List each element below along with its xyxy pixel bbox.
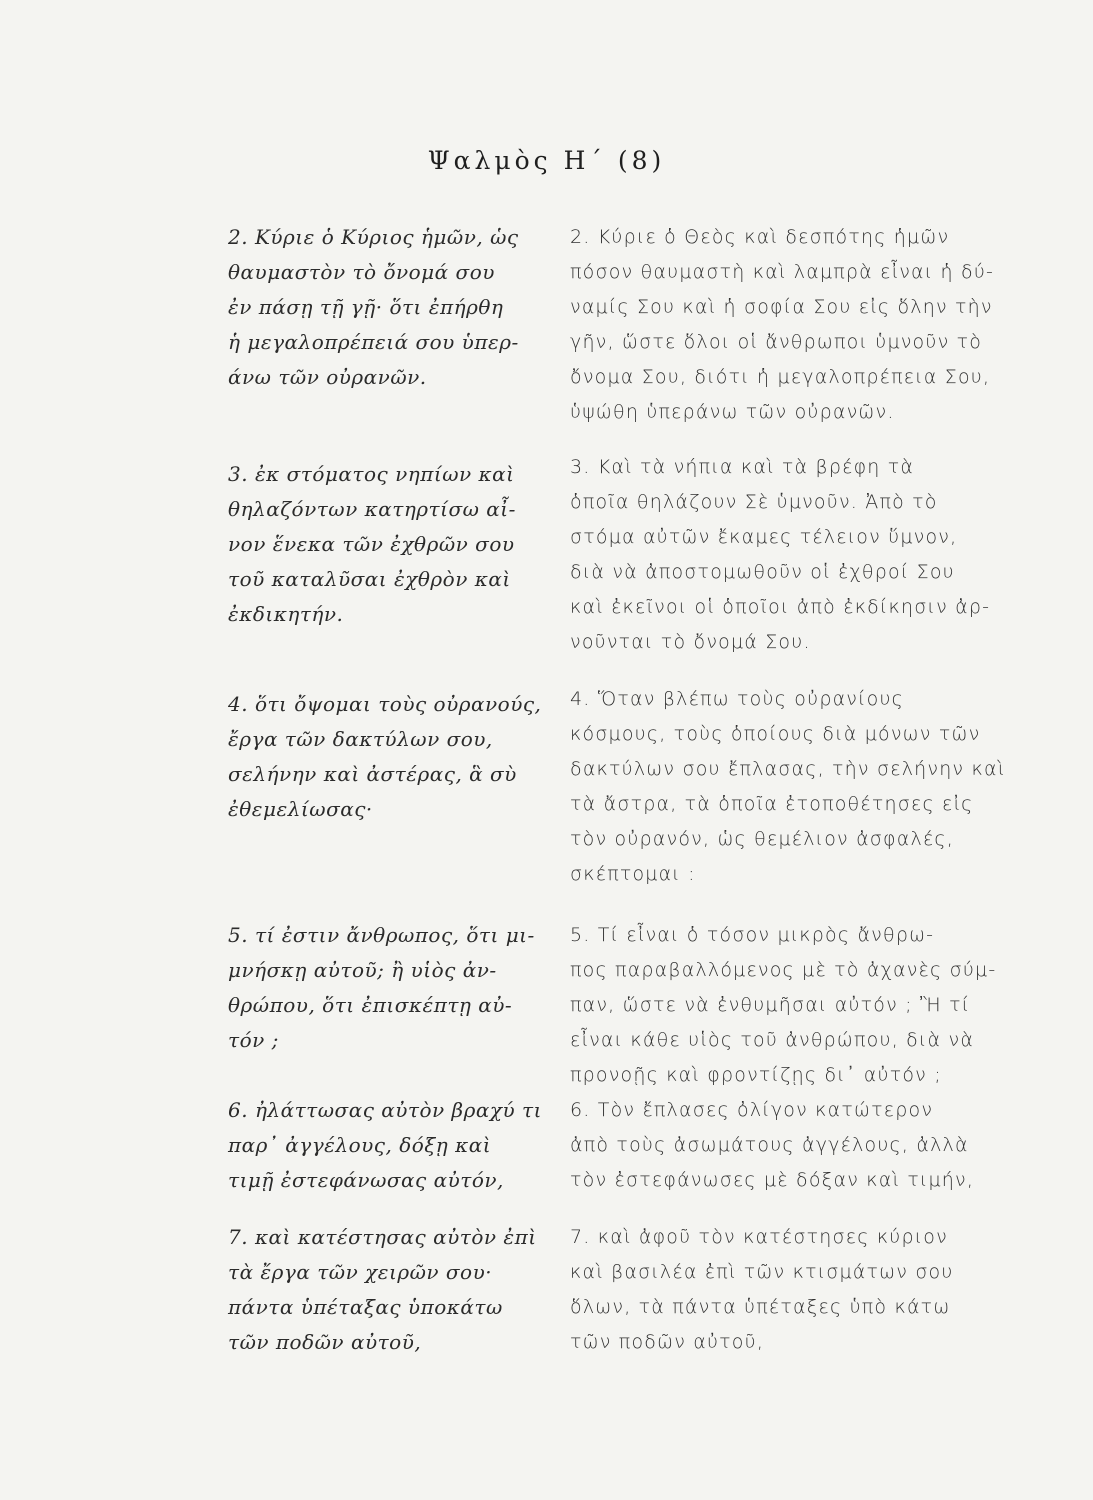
- verse-2-translation: 2. Κύριε ὁ Θεὸς καὶ δεσπότης ἡμῶν πόσον θαυμαστὴ καὶ λαμπρὰ εἶναι ἡ δύ- ναμίς Σου καὶ ἡ σοφία Σου εἰς ὅλην τὴν γῆν, ὥστε ὅλοι οἱ ἄνθρωποι ὑμνοῦν τὸ ὄνομα Σου, διότι ἡ μεγαλοπρέπεια Σου, ὑψώθη ὑπεράνω τῶν οὐρανῶν.: [570, 226, 995, 423]
- verse-4-ancient: 4. ὅτι ὄψομαι τοὺς οὐρανούς, ἔργα τῶν δακτύλων σου, σελήνην καὶ ἀστέρας, ἃ σὺ ἐθεμελίωσας·: [228, 692, 542, 821]
- verse-5-6-translation: 5. Τί εἶναι ὁ τόσον μικρὸς ἄνθρω- πος παραβαλλόμενος μὲ τὸ ἀχανὲς σύμ- παν, ὥστε νὰ ἐνθυμῆσαι αὐτόν ; Ἢ τί εἶναι κάθε υἱὸς τοῦ ἀνθρώπου, διὰ νὰ προνοῇς καὶ φροντίζῃς δι᾽ αὐτόν ; 6. Τὸν ἔπλασες ὀλίγον κατώτερον ἀπὸ τοὺς ἀσωμάτους ἀγγέλους, ἀλλὰ τὸν ἐστεφάνωσες μὲ δόξαν καὶ τιμήν,: [570, 924, 997, 1191]
- verse-2-ancient: 2. Κύριε ὁ Κύριος ἡμῶν, ὡς θαυμαστὸν τὸ ὄνομά σου ἐν πάσῃ τῇ γῇ· ὅτι ἐπήρθη ἡ μεγαλοπρέπειά σου ὑπερ- άνω τῶν οὐρανῶν.: [228, 225, 519, 389]
- verse-3-translation: 3. Καὶ τὰ νήπια καὶ τὰ βρέφη τὰ ὁποῖα θηλάζουν Σὲ ὑμνοῦν. Ἀπὸ τὸ στόμα αὐτῶν ἔκαμες τέλειον ὕμνον, διὰ νὰ ἀποστομωθοῦν οἱ ἐχθροί Σου καὶ ἐκεῖνοι οἱ ὁποῖοι ἀπὸ ἐκδίκησιν ἀρ- νοῦνται τὸ ὄνομά Σου.: [570, 456, 991, 653]
- psalm-title: Ψαλμὸς Η΄ (8): [427, 146, 666, 175]
- verse-6-ancient: 6. ἠλάττωσας αὐτὸν βραχύ τι παρ᾽ ἀγγέλους, δόξῃ καὶ τιμῇ ἐστεφάνωσας αὐτόν,: [228, 1098, 542, 1192]
- verse-7-ancient: 7. καὶ κατέστησας αὐτὸν ἐπὶ τὰ ἔργα τῶν χειρῶν σου· πάντα ὑπέταξας ὑποκάτω τῶν ποδῶν αὐτοῦ,: [228, 1225, 537, 1354]
- verse-5-ancient: 5. τί ἐστιν ἄνθρωπος, ὅτι μι- μνήσκῃ αὐτοῦ; ἢ υἱὸς ἀν- θρώπου, ὅτι ἐπισκέπτῃ αὐ- τόν ;: [228, 923, 535, 1052]
- verse-7-translation: 7. καὶ ἀφοῦ τὸν κατέστησες κύριον καὶ βασιλέα ἐπὶ τῶν κτισμάτων σου ὅλων, τὰ πάντα ὑπέταξες ὑπὸ κάτω τῶν ποδῶν αὐτοῦ,: [570, 1226, 954, 1353]
- verse-3-ancient: 3. ἐκ στόματος νηπίων καὶ θηλαζόντων κατηρτίσω αἶ- νον ἕνεκα τῶν ἐχθρῶν σου τοῦ καταλῦσαι ἐχθρὸν καὶ ἐκδικητήν.: [228, 462, 516, 626]
- verse-4-translation: 4. Ὅταν βλέπω τοὺς οὐρανίους κόσμους, τοὺς ὁποίους διὰ μόνων τῶν δακτύλων σου ἔπλασας, τὴν σελήνην καὶ τὰ ἄστρα, τὰ ὁποῖα ἐτοποθέτησες εἰς τὸν οὐρανόν, ὡς θεμέλιον ἀσφαλές, σκέπτομαι :: [570, 688, 1006, 885]
